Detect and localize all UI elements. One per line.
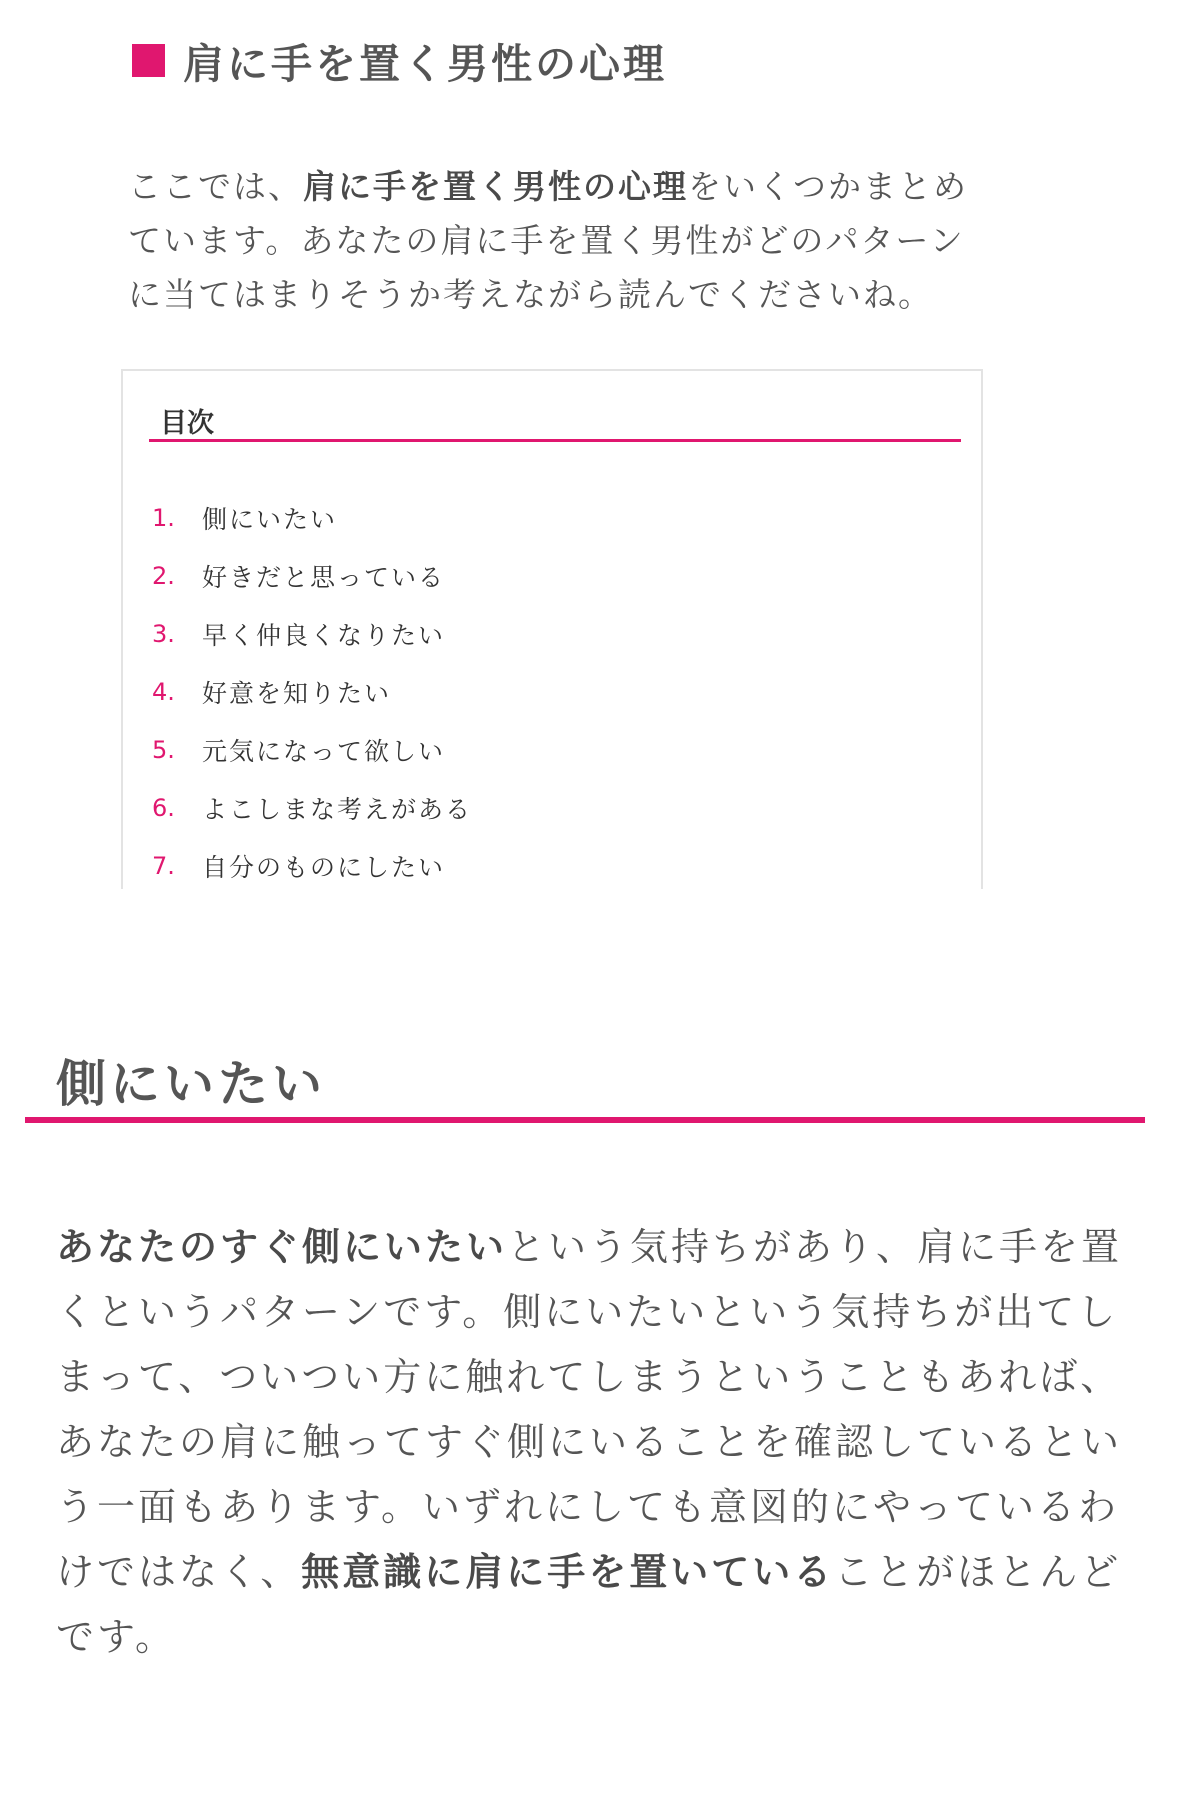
toc-item-4[interactable]: [123, 663, 981, 721]
paragraph-bold-2: 無意識に肩に手を置いている: [301, 1550, 835, 1594]
toc-item-7[interactable]: [123, 837, 981, 889]
heading-underline: [25, 1117, 1145, 1123]
toc-item-label[interactable]: 早く仲良くなりたい: [202, 621, 446, 650]
toc-item-2[interactable]: [123, 547, 981, 605]
intro-prefix: ここでは、: [128, 167, 303, 206]
intro-bold: 肩に手を置く男性の心理: [303, 167, 688, 206]
toc-item-3[interactable]: [123, 605, 981, 663]
section-heading-text: 肩に手を置く男性の心理: [183, 39, 667, 88]
toc-item-label[interactable]: 好意を知りたい: [202, 679, 392, 708]
toc-item-number: 3.: [152, 620, 175, 648]
table-of-contents: [121, 369, 983, 889]
toc-title: 目次: [160, 408, 214, 439]
toc-item-number: 4.: [152, 678, 175, 706]
paragraph-text-2: ことがほとんどです。: [56, 1550, 1122, 1659]
toc-item-number: 7.: [152, 852, 175, 880]
toc-item-5[interactable]: [123, 721, 981, 779]
toc-item-number: 1.: [152, 504, 175, 532]
toc-item-number: 2.: [152, 562, 175, 590]
article-heading: 側にいたい: [56, 1055, 326, 1113]
toc-item-label[interactable]: 好きだと思っている: [202, 563, 446, 592]
paragraph-text-1: という気持ちがあり、肩に手を置くというパターンです。側にいたいという気持ちが出てしまって、ついつい方に触れてしまうということもあれば、あなたの肩に触ってすぐ側にいることを確認しているという一面もあります。いずれにしても意図的にやっているわけではなく、: [56, 1225, 1123, 1594]
toc-item-label[interactable]: 側にいたい: [202, 505, 338, 534]
article-paragraph: [56, 1215, 1131, 1670]
intro-suffix: をいくつかまとめています。あなたの肩に手を置く男性がどのパターンに当てはまりそうか考えながら読んでくださいね。: [128, 167, 968, 314]
heading-square-icon: [132, 44, 165, 77]
toc-list: [123, 489, 981, 889]
toc-item-1[interactable]: [123, 489, 981, 547]
toc-item-label[interactable]: 自分のものにしたい: [202, 853, 446, 882]
toc-item-number: 6.: [152, 794, 175, 822]
paragraph-bold-1: あなたのすぐ側にいたい: [56, 1225, 508, 1269]
intro-paragraph: [128, 160, 998, 322]
toc-item-label[interactable]: よこしまな考えがある: [202, 795, 473, 824]
toc-item-label[interactable]: 元気になって欲しい: [202, 737, 446, 766]
toc-item-number: 5.: [152, 736, 175, 764]
section-heading: [132, 30, 667, 90]
toc-item-6[interactable]: [123, 779, 981, 837]
toc-divider: [149, 439, 961, 442]
